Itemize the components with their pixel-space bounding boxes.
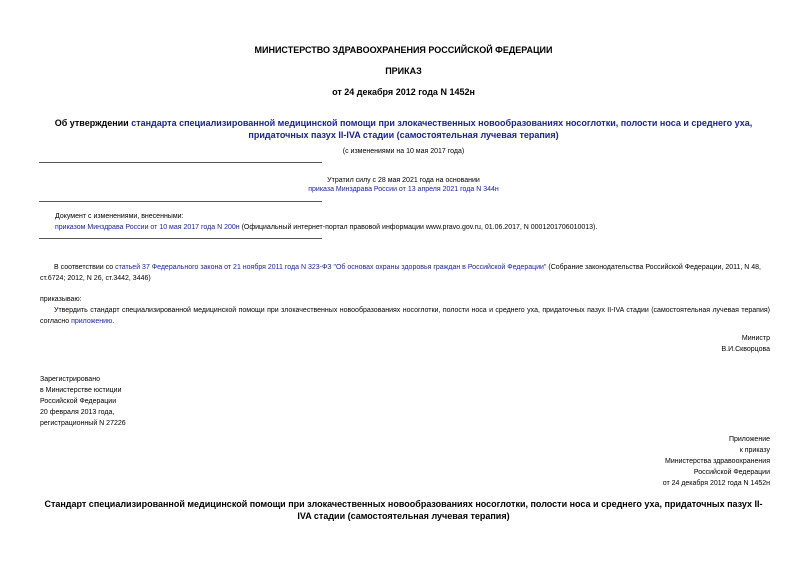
order-text: Утвердить стандарт специализированной медицинской помощи при злокачественных новообразованиях носоглотки, полости носа и среднего уха, придаточных пазух II-IVA стадии (самостоятельная лучевая терапия) согласно <box>40 307 770 325</box>
signature-position: Министр <box>741 335 770 342</box>
order-date: от 24 декабря 2012 года N 1452н <box>332 87 475 97</box>
appendix-line: к приказу <box>739 447 770 454</box>
standard-title: Стандарт специализированной медицинской помощи при злокачественных новообразованиях носоглотки, полости носа и среднего уха, придаточных пазух II-IVA стадии (самостоятельная лучевая терапия) <box>44 499 763 521</box>
basis-paragraph <box>40 262 770 284</box>
registration-line: Зарегистрировано <box>40 376 100 383</box>
changes-label: Документ с изменениями, внесенными: <box>55 213 184 220</box>
appendix-line: от 24 декабря 2012 года N 1452н <box>662 480 770 487</box>
document-title <box>50 117 757 141</box>
order-text-suffix: . <box>112 318 115 325</box>
appendix-link[interactable]: приложению <box>71 318 113 325</box>
order-word: приказываю: <box>40 296 82 303</box>
order-heading: ПРИКАЗ <box>385 66 422 76</box>
changes-source <box>55 223 765 232</box>
registration-line: 20 февраля 2013 года, <box>40 409 115 416</box>
signature-name: В.И.Скворцова <box>721 346 770 353</box>
basis-prefix: В соответствии со <box>54 264 116 271</box>
registration-line: регистрационный N 27226 <box>40 420 126 427</box>
amendment-note: (с изменениями на 10 мая 2017 года) <box>342 148 465 155</box>
changes-order-link[interactable]: приказом Минздрава России от 10 мая 2017 года N 200н <box>55 224 240 231</box>
appendix-line: Министерства здравоохранения <box>665 458 770 465</box>
divider <box>39 238 322 239</box>
title-prefix: Об утверждении <box>54 118 132 128</box>
divider <box>39 162 322 163</box>
ministry-heading: МИНИСТЕРСТВО ЗДРАВООХРАНЕНИЯ РОССИЙСКОЙ ФЕДЕРАЦИИ <box>254 45 553 55</box>
registration-block <box>40 374 290 429</box>
order-paragraph <box>40 305 770 327</box>
lost-force-link[interactable]: приказа Минздрава России от 13 апреля 2021 года N 344н <box>308 186 499 193</box>
lost-force-text: Утратил силу с 28 мая 2021 года на основании <box>327 177 480 184</box>
changes-source-rest: (Официальный интернет-портал правовой информации www.pravo.gov.ru, 01.06.2017, N 0001201706010013). <box>239 224 598 231</box>
appendix-line: Российской Федерации <box>693 469 770 476</box>
appendix-line: Приложение <box>728 436 770 443</box>
basis-rest: (Собрание законодательства Российской Федерации, 2011, N 48, ст.6724; 2012, N 26, ст.3442, 3446) <box>40 264 762 282</box>
appendix-block <box>500 434 770 489</box>
basis-law-link[interactable]: статьей 37 Федерального закона от 21 ноября 2011 года N 323-ФЗ "Об основах охраны здоровья граждан в Российской Федерации" <box>115 264 547 271</box>
registration-line: в Министерстве юстиции <box>40 387 122 394</box>
divider <box>39 201 322 202</box>
registration-line: Российской Федерации <box>40 398 117 405</box>
title-standard-link[interactable]: стандарта специализированной медицинской помощи при злокачественных новообразованиях носоглотки, полости носа и среднего уха, придаточных пазух II-IVA стадии (самостоятельная лучевая терапия) <box>131 118 753 140</box>
